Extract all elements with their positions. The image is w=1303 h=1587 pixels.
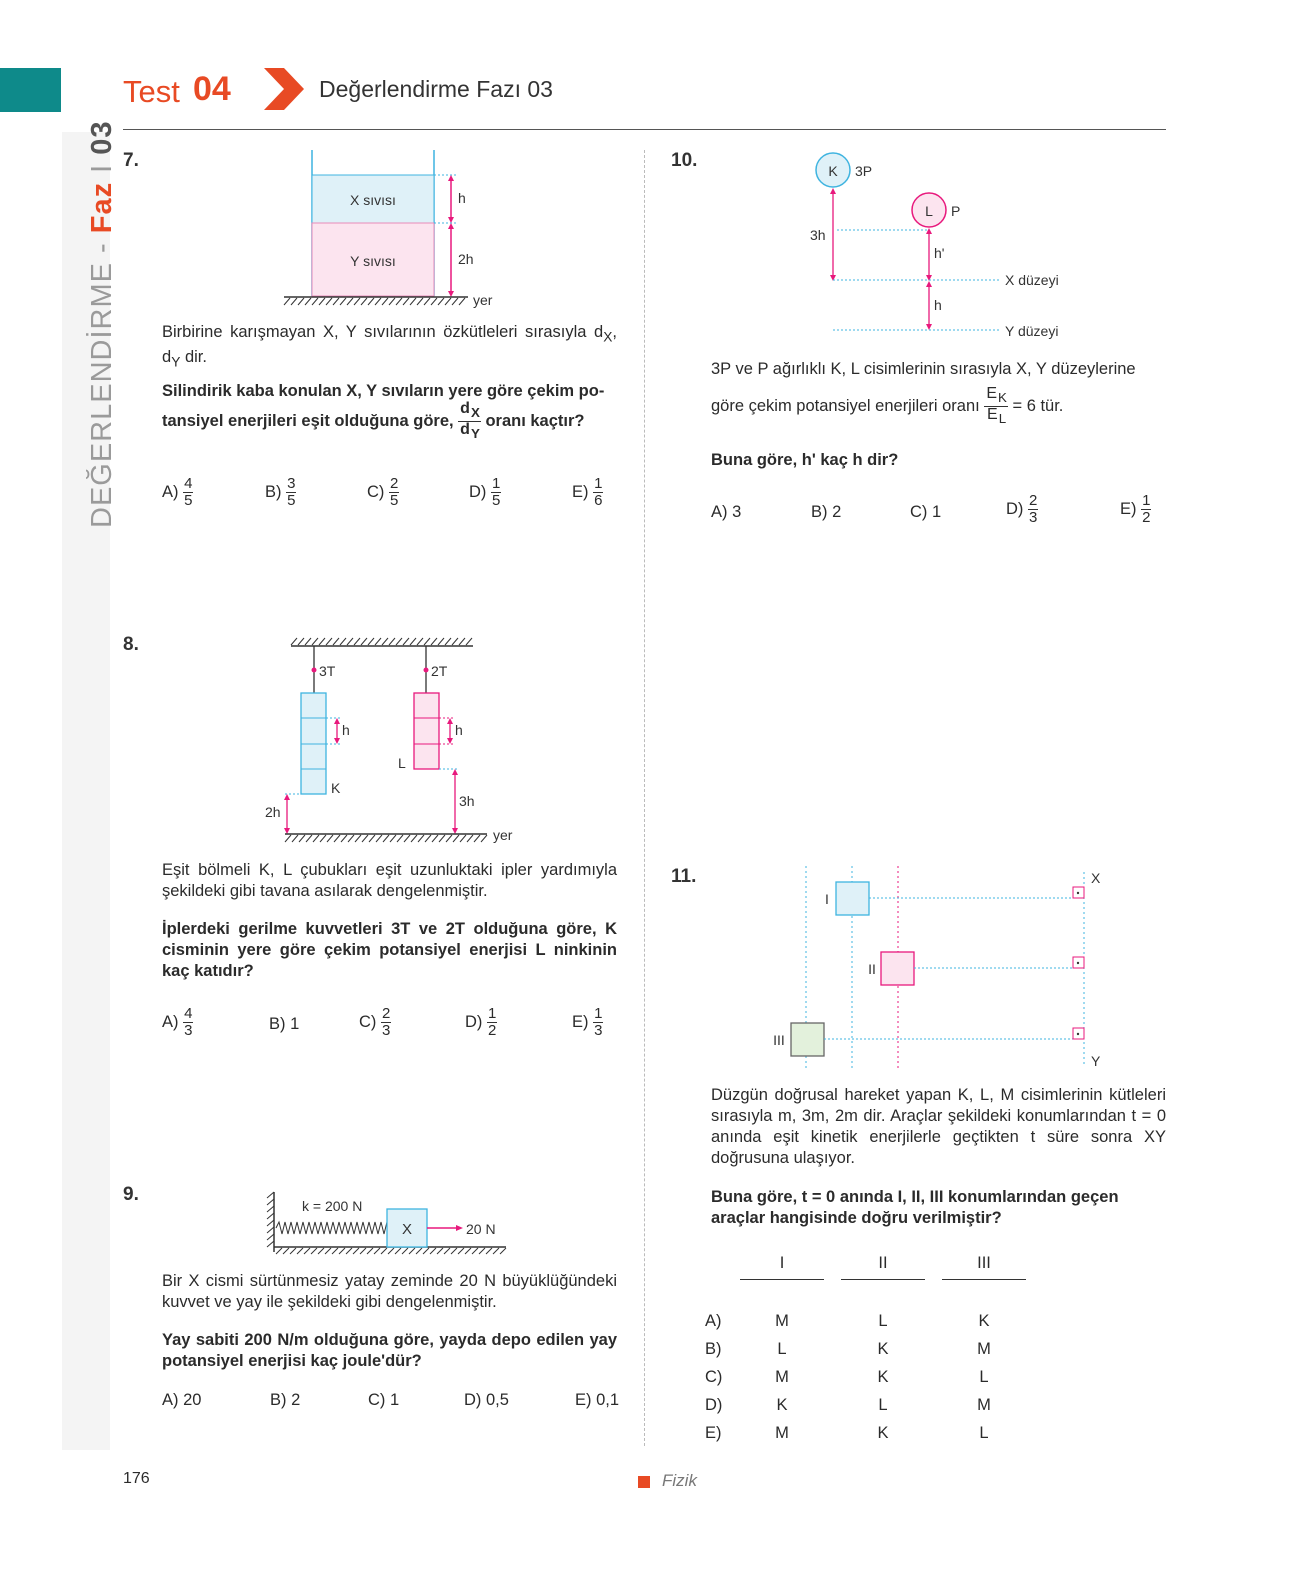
- q8-option-d[interactable]: D) $\frac{1}{2}$: [465, 1005, 497, 1039]
- q9-option-e[interactable]: E) 0,1: [575, 1391, 620, 1409]
- page-number: 176: [123, 1470, 150, 1487]
- q10-y-level: Y düzeyi: [1005, 323, 1059, 339]
- q10-l-weight: P: [951, 203, 961, 219]
- q8-option-c[interactable]: C) $\frac{2}{3}$: [359, 1005, 391, 1039]
- q7-number: 7.: [123, 150, 139, 171]
- q11-col-iii-header: III: [942, 1249, 1026, 1279]
- chevron-right-icon: [262, 66, 306, 112]
- test-word: Test: [123, 74, 180, 109]
- q11-option-a[interactable]: A) M L K: [705, 1311, 990, 1330]
- q11-pos-iii-label: III: [773, 1032, 785, 1048]
- q10-hprime-label: h': [934, 245, 945, 261]
- q11-col-ii-header: II: [841, 1249, 925, 1279]
- q9-spring-label: k = 200 N: [302, 1198, 363, 1214]
- q8-option-a[interactable]: A) $\frac{4}{3}$: [162, 1005, 193, 1039]
- q10-x-level: X düzeyi: [1005, 272, 1059, 288]
- q10-figure: [800, 150, 1090, 350]
- q7-2h-label: 2h: [458, 251, 474, 267]
- q8-l-label: L: [398, 755, 406, 771]
- q8-question: İplerdeki gerilme kuvvetleri 3T ve 2T olduğuna göre, K cisminin yere göre çekim potansiyel enerjisi L ninkinin kaç katıdır?: [162, 920, 617, 980]
- side-label: [86, 120, 119, 528]
- q10-text-line1: 3P ve P ağırlıklı K, L cisimlerinin sırasıyla X, Y düzeylerine: [711, 360, 1136, 378]
- q7-option-e[interactable]: E) $\frac{1}{6}$: [572, 475, 603, 509]
- q8-l-h-label: h: [455, 722, 463, 738]
- q10-option-d[interactable]: D) $\frac{2}{3}$: [1006, 492, 1038, 526]
- q11-col-i-header: I: [740, 1249, 824, 1279]
- q10-option-c[interactable]: C) 1: [910, 503, 942, 521]
- q10-3h-label: 3h: [810, 227, 826, 243]
- q7-x-liquid-label: X sıvısı: [350, 192, 396, 208]
- q7-option-d[interactable]: D) $\frac{1}{5}$: [469, 475, 501, 509]
- q9-number: 9.: [123, 1184, 139, 1205]
- side-label-num: 03: [86, 120, 118, 155]
- q7-option-b[interactable]: B) $\frac{3}{5}$: [265, 475, 296, 509]
- side-label-text: DEĞERLENDİRME -: [86, 233, 118, 528]
- q8-3h-label: 3h: [459, 793, 475, 809]
- q7-ground-label: yer: [473, 292, 493, 308]
- q9-option-d[interactable]: D) 0,5: [464, 1391, 509, 1409]
- q10-number: 10.: [671, 150, 698, 171]
- side-label-sep: I: [86, 154, 118, 182]
- q11-answer-table: [705, 1249, 1026, 1447]
- q10-text-line2: göre çekim potansiyel enerjileri oranı $\frac{E_K}{E_L}$ = 6 tür.: [711, 385, 1064, 427]
- q10-option-e[interactable]: E) $\frac{1}{2}$: [1120, 492, 1151, 526]
- header-accent-bar: [0, 68, 61, 112]
- q11-pos-ii-label: II: [868, 961, 876, 977]
- page-title: Değerlendirme Fazı 03: [319, 76, 553, 102]
- q11-y-label: Y: [1091, 1053, 1101, 1069]
- subject-square-icon: [638, 1476, 650, 1488]
- q7-y-liquid-label: Y sıvısı: [350, 253, 396, 269]
- q11-option-c[interactable]: C) M K L: [705, 1367, 989, 1386]
- q8-text: Eşit bölmeli K, L çubukları eşit uzunluktaki ipler yardımıyla şekildeki gibi tavana asılarak dengelenmiştir.: [162, 861, 617, 900]
- q8-option-e[interactable]: E) $\frac{1}{3}$: [572, 1005, 603, 1039]
- q11-question: Buna göre, t = 0 anında I, II, III konumlarından geçen araçlar hangisinde doğru verilmiştir?: [711, 1188, 1119, 1227]
- q10-l-label: L: [925, 203, 933, 219]
- q7-question-line1: Silindirik kaba konulan X, Y sıvıların yere göre çekim po-: [162, 382, 605, 400]
- test-number: 04: [193, 70, 231, 108]
- q9-text: Bir X cismi sürtünmesiz yatay zeminde 20 N büyüklüğündeki kuvvet ve yay ile şekildeki gibi dengelenmiştir.: [162, 1272, 617, 1311]
- q7-option-c[interactable]: C) $\frac{2}{5}$: [367, 475, 399, 509]
- q11-number: 11.: [671, 866, 697, 887]
- q8-tension-2t: 2T: [431, 663, 448, 679]
- q9-option-a[interactable]: A) 20: [162, 1391, 202, 1409]
- q9-force-label: 20 N: [466, 1221, 496, 1237]
- q8-option-b[interactable]: B) 1: [269, 1015, 300, 1033]
- q8-number: 8.: [123, 634, 139, 655]
- q8-tension-3t: 3T: [319, 663, 336, 679]
- q8-k-label: K: [331, 780, 341, 796]
- q11-option-b[interactable]: B) L K M: [705, 1339, 991, 1358]
- q8-ground-label: yer: [493, 827, 513, 843]
- q10-k-weight: 3P: [855, 163, 873, 179]
- q8-2h-label: 2h: [265, 804, 281, 820]
- q10-question: Buna göre, h' kaç h dir?: [711, 451, 899, 469]
- q9-option-c[interactable]: C) 1: [368, 1391, 400, 1409]
- q11-option-e[interactable]: E) M K L: [705, 1423, 989, 1442]
- q9-figure: [264, 1190, 514, 1260]
- header-divider: [123, 129, 1166, 130]
- side-label-faz: Faz: [86, 181, 118, 234]
- q10-k-label: K: [828, 163, 838, 179]
- column-divider: [644, 150, 645, 1446]
- q10-h-label: h: [934, 297, 942, 313]
- q11-pos-i-label: I: [825, 891, 829, 907]
- q11-text: Düzgün doğrusal hareket yapan K, L, M cisimlerinin kütleleri sırasıyla m, 3m, 2m dir. Araçlar şekildeki konumlarından t = 0 anında eşit kinetik enerjilerle geçtikten t süre sonra XY doğrusuna ulaşıyor.: [711, 1086, 1166, 1167]
- q10-option-a[interactable]: A) 3: [711, 503, 742, 521]
- q8-k-h-label: h: [342, 722, 350, 738]
- q7-figure: [280, 150, 520, 310]
- q8-figure: [255, 636, 525, 848]
- q7-text: Birbirine karışmayan X, Y sıvılarının özkütleleri sırasıyla $d_X$, $d_Y$ dir.: [162, 323, 617, 370]
- q7-question-line2: tansiyel enerjileri eşit olduğuna göre, $\frac{d_X}{d_Y}$ oranı kaçtır?: [162, 400, 585, 442]
- q11-figure: [765, 862, 1110, 1074]
- q9-block-label: X: [401, 1221, 413, 1238]
- q11-option-d[interactable]: D) K L M: [705, 1395, 991, 1414]
- q11-x-label: X: [1091, 870, 1101, 886]
- q10-option-b[interactable]: B) 2: [811, 503, 842, 521]
- q9-option-b[interactable]: B) 2: [270, 1391, 301, 1409]
- q9-question: Yay sabiti 200 N/m olduğuna göre, yayda depo edilen yay potansiyel enerjisi kaç joule'dür?: [162, 1331, 617, 1370]
- q7-h-label: h: [458, 190, 466, 206]
- subject-label: Fizik: [662, 1471, 697, 1490]
- q7-option-a[interactable]: A) $\frac{4}{5}$: [162, 475, 193, 509]
